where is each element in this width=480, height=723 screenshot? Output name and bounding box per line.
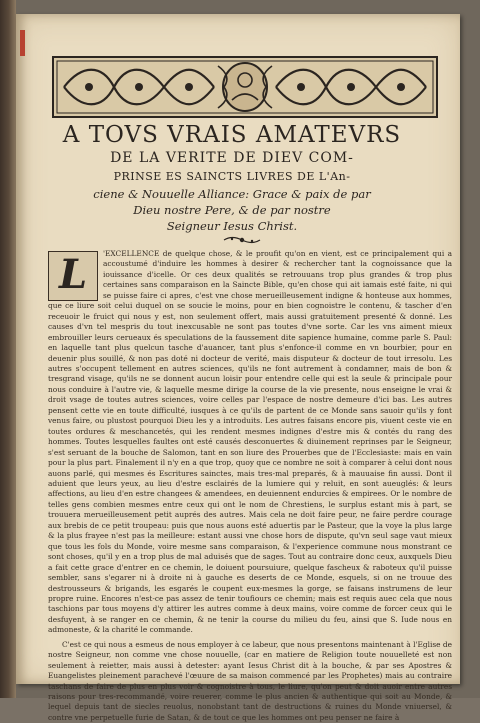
book-binding: [0, 0, 16, 698]
title-line-3: PRINSE ES SAINCTS LIVRES DE L'An-: [113, 170, 351, 183]
title-line-6: Seigneur Iesus Christ.: [166, 219, 298, 233]
fleuron-ornament: [222, 235, 262, 245]
title-line-1: A TOVS VRAIS AMATEVRS: [62, 122, 402, 148]
title-line-5: Dieu nostre Pere, & de par nostre: [133, 203, 331, 217]
ornamental-headpiece: [52, 56, 438, 118]
body-text: [48, 249, 452, 723]
red-page-tab: [20, 30, 25, 56]
decorated-initial: L: [48, 251, 98, 301]
paragraph-1: [48, 249, 452, 636]
title-line-4: ciene & Nouuelle Alliance: Grace & paix de par: [93, 187, 371, 201]
paragraph-2: C'est ce qui nous a esmeus de nous employer à ce labeur, que nous presentons maintenant à l'Eglise de nostre Seigneur, non comme vne chose nouuelle, (car en matiere de Religion toute nouuelleté est non seulement à reietter, mais aussi à detester: ayant Iesus Christ dit à la bouche, & par ses Apostres & Euangelistes pleinement parachevé l'œuure de sa maison commencé par les Prophetes) mais au contraire taschans de faire de plus en plus voir & cognoistre à tous, le liure, qu'on peut & doit auoir entre autres raisons pour tres-recommandé, voire reuerer, comme le plus ancien & authentique qui soit au Monde, & lequel depuis tant de siecles reuolus, nonobstant tant de destructions & ruines du Monde vniuersel, & contre vne perpetuelle furie de Satan, & de tout ce que les hommes ont peu penser ne faire à: [48, 639, 452, 722]
paragraph-1-text: 'EXCELLENCE de quelque chose, & le proufit qu'on en vient, est ce principalement qui a accoustumé d'induire les hommes à desirer & rechercher tant la cognoissance que la iouissance d'icelle. Or ces deux qualités se retrouuans trop plus grandes & trop plus certaines sans comparaison en la Saincte Bible, qu'en chose qui ait iamais esté faite, ni qui se puisse faire ci apres, c'est vne chose merueilleusement indigne & honteuse aux hommes, que ce liure soit celui duquel on se soucie le moins, pour en bien cognoistre le contenu, & tascher d'en receuoir le fruict qui nous y est, non seulement offert, mais aussi gratuitement presenté & donné. Les causes d'vn tel mespris du tout inexcusable ne sont pas toutes d'vne sorte. Car les vns aiment mieux embrouiller leurs cerueaux és speculations de la faussement dite sapience humaine, comme parle S. Paul: en laquelle tant plus quelcun tasche d'auancer, tant plus s'enfonce-il comme en vn bourbier, pour en deuenir plus souillé, & non pas doté ni docteur de verité, mais disputeur & docteur de tout irresolu. Les autres s'occupent tellement en autres sciences, qu'ils ne font autrement à condamner, mais de bon & tresgrand visage, qu'ils ne se donnent aucun loisir pour entendre celle qui est la seule & principale pour nous conduire à l'autre vie, & laquelle mesme dirige la course de la vie presente, nous enseigne le vrai & droit vsage de toutes autres sciences, voire celles par l'espace de nostre demeure d'ici bas. Les autres pensent cette vie en toute difficulté, iusques à ce qu'ils de partent de ce Monde sans sauoir qu'ils y font venus faire, ou plustost pourquoi Dieu les y a introduits. Les autres faisans encore pis, viuent ceste vie en toutes ordures & meschancetés, qui les rendent mesmes indignes d'estre mis & contés du rang des hommes. Toutes lesquelles faultes ont esté causés desconuertes & diuinement reprinses par le Seigneur, s'est seruant de la bouche de Salomon, tant en son liure des Prouerbes que de l'Ecclesiaste: mais en vain pour la plus part. Finalement il n'y en a que trop, quoy que ce nombre ne soit à comparer à celui dont nous auons parlé, qui mesmes és Escritures sainctes, mais tres-mal preparés, & à mauuaise fin aussi. Dont il aduient que leurs yeux, au lieu d'estre esclairés de la lumiere qui y reluit, en sont aueuglés: & leurs affections, au lieu d'en estre changees & amendees, en deuiennent endurcies & empirees. Or le nombre de telles gens combien mesmes entre ceux qui ont le nom de Chrestiens, le surplus estant mis à part, se trouuera merueilleusement petit auprés des autres. Mais cela ne doit faire peur, ne faire perdre courage aux brebis de ce petit troupeau: puis que nous auons esté aduertis par le Pasteur, que la voye la plus large & la plus frayee n'est pas la meilleure: estant aussi vne chose hors de dispute, qu'vn seul sage vaut mieux que tous les fols du Monde, voire mesme sans comparaison, & l'experience commune nous monstrant ce sont choses, qu'il y en a trop plus de mal aduisés que de sages. Tout au contraire donc ceux, auxquels Dieu a fait cette grace d'entrer en ce chemin, le doiuent poursuiure, quelque fascheux & raboteux qu'il puisse sembler, sans s'egarer ni à droite ni à gauche es deserts de ce Monde, esquels, si on ne trouue des destrousseurs & brigands, les esgarés le coupent eux-mesmes la gorge, se faisans instrumens de leur propre ruine. Encores n'est-ce pas assez de tenir toufiours ce chemin; mais est requis auec cela que nous taschions par tous moyens d'y attirer les autres comme à deux mains, voire comme de forcer ceux qui le desfuyent, à se ranger en ce chemin, & ne tenir la course du milieu du feu, ainsi que S. Iude nous en admoneste, & la charité le commande.: [48, 249, 452, 635]
title-line-2: DE LA VERITE DE DIEV COM-: [110, 150, 354, 166]
